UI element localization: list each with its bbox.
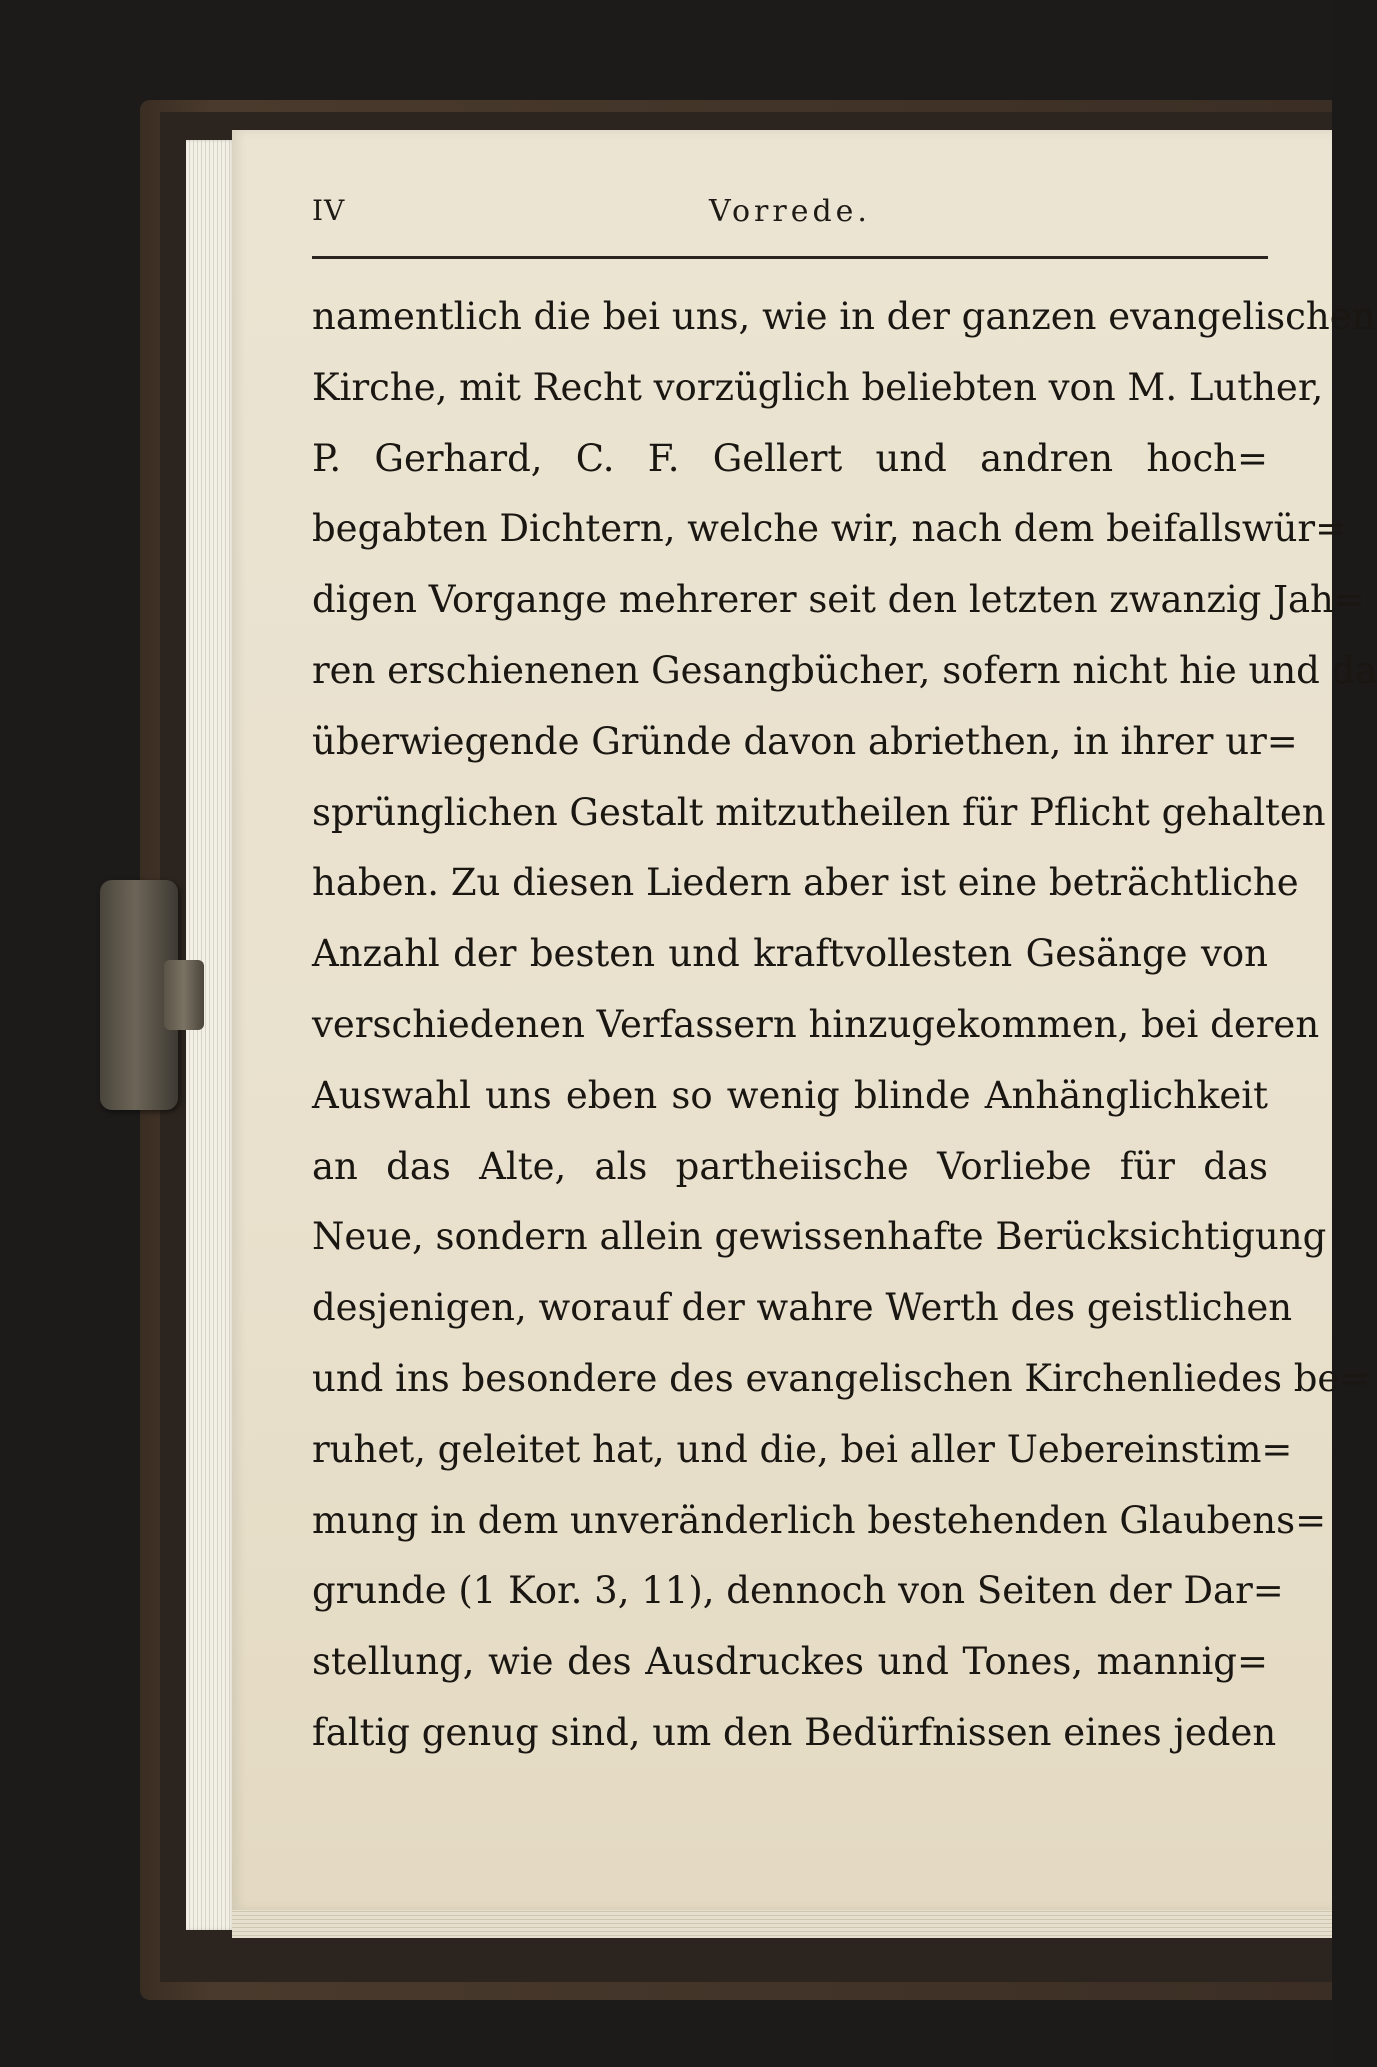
header-rule	[312, 256, 1268, 259]
text-line: digen Vorgange mehrerer seit den letzten zwanzig Jah=	[312, 578, 1365, 622]
page-header	[312, 190, 1268, 246]
text-line: Neue, sondern allein gewissenhafte Berücksichtigung	[312, 1215, 1327, 1259]
page-number: IV	[312, 194, 346, 227]
text-line: haben. Zu diesen Liedern aber ist eine beträchtliche	[312, 861, 1299, 905]
text-line: faltig genug sind, um den Bedürfnissen eines jeden	[312, 1710, 1277, 1754]
text-line: ren erschienenen Gesangbücher, sofern nicht hie und da	[312, 648, 1377, 692]
text-line: und ins besondere des evangelischen Kirchenliedes be=	[312, 1356, 1371, 1400]
text-line: Kirche, mit Recht vorzüglich beliebten von M. Luther,	[312, 365, 1324, 409]
text-line: stellung, wie des Ausdruckes und Tones, mannig=	[312, 1640, 1268, 1684]
text-line: desjenigen, worauf der wahre Werth des geistlichen	[312, 1286, 1293, 1330]
text-line: begabten Dichtern, welche wir, nach dem beifallswür=	[312, 507, 1347, 551]
text-line: sprünglichen Gestalt mitzutheilen für Pflicht gehalten	[312, 790, 1326, 834]
text-line: P. Gerhard, C. F. Gellert und andren hoch=	[312, 436, 1268, 480]
text-line: ruhet, geleitet hat, und die, bei aller Uebereinstim=	[312, 1427, 1293, 1471]
text-line: Anzahl der besten und kraftvollesten Gesänge von	[312, 932, 1268, 976]
text-line: mung in dem unveränderlich bestehenden Glaubens=	[312, 1498, 1327, 1542]
text-line: verschiedenen Verfassern hinzugekommen, bei deren	[312, 1002, 1320, 1046]
text-line: an das Alte, als partheiische Vorliebe für das	[312, 1144, 1268, 1188]
running-head: Vorrede.	[709, 194, 871, 229]
text-line: Auswahl uns eben so wenig blinde Anhänglichkeit	[312, 1073, 1268, 1117]
page-edges	[186, 140, 234, 1930]
clasp-knob	[164, 960, 204, 1030]
text-line: überwiegende Gründe davon abriethen, in ihrer ur=	[312, 719, 1298, 763]
text-line: grunde (1 Kor. 3, 11), dennoch von Seiten der Dar=	[312, 1569, 1284, 1613]
text-line: namentlich die bei uns, wie in der ganzen evangelischen	[312, 295, 1376, 338]
body-text	[312, 282, 1377, 1769]
